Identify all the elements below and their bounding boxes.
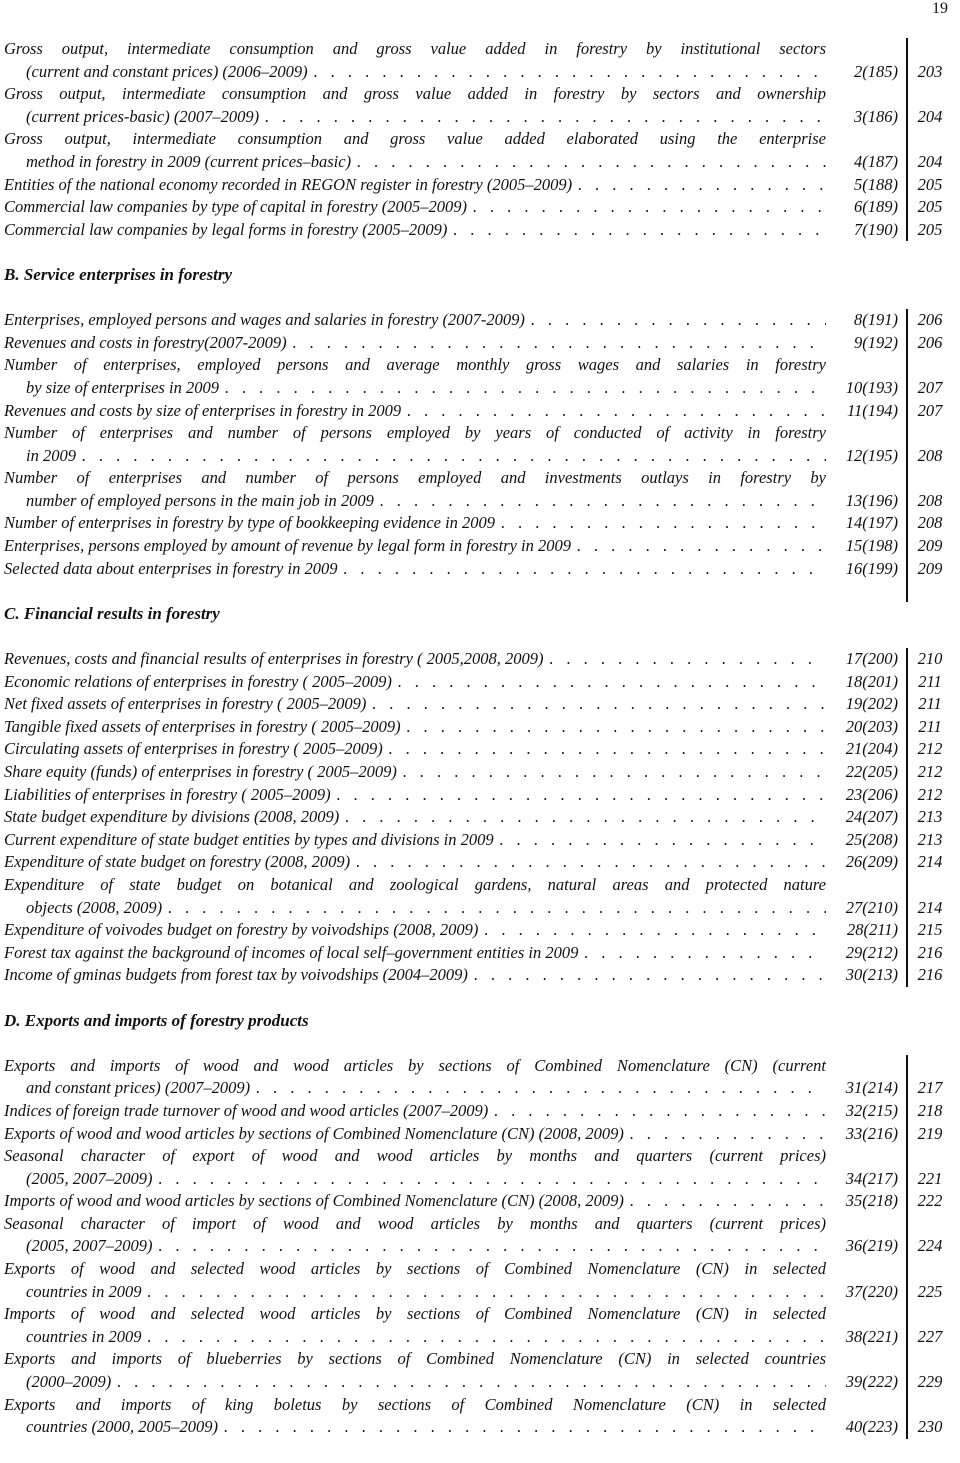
entry-line	[4, 851, 954, 874]
dot-leader	[572, 174, 826, 197]
entry-title: Current expenditure of state budget entities by types and divisions in 2009	[4, 829, 494, 849]
entry-line	[4, 761, 954, 784]
entry-line	[4, 332, 954, 355]
table-ref: 21(204)	[845, 739, 898, 759]
dot-leader	[374, 490, 826, 513]
table-ref: 16(199)	[845, 558, 898, 578]
page-ref: 215	[917, 920, 943, 940]
toc-entry[interactable]	[4, 219, 954, 242]
toc-entry[interactable]	[4, 354, 954, 399]
entry-line	[4, 806, 954, 829]
dot-leader	[571, 535, 826, 558]
dot-leader	[111, 1371, 826, 1394]
toc-entry[interactable]	[4, 1348, 954, 1393]
dot-leader	[351, 151, 826, 174]
section-heading: C. Financial results in forestry	[4, 603, 220, 623]
entry-line	[4, 106, 954, 129]
entry-line	[4, 354, 954, 377]
table-ref: 18(201)	[845, 671, 898, 691]
entry-title: Forest tax against the background of incomes of local self–government entities in 2009	[4, 942, 579, 962]
page-ref: 216	[917, 965, 943, 985]
entry-title: Circulating assets of enterprises in forestry ( 2005–2009)	[4, 739, 383, 759]
entry-title: (2000–2009)	[26, 1372, 112, 1392]
entry-line	[4, 738, 954, 761]
page-ref: 205	[917, 197, 943, 217]
entry-title: Seasonal character of export of wood and wood articles by months and quarters (current prices)	[4, 1146, 826, 1166]
page-ref: 208	[917, 513, 943, 533]
entry-title: Expenditure of state budget on botanical and zoological gardens, natural areas and protected nature	[4, 874, 826, 894]
dot-leader	[162, 897, 826, 920]
toc-entry[interactable]	[4, 1394, 954, 1439]
entry-line	[4, 1235, 954, 1258]
table-ref: 12(195)	[845, 445, 898, 465]
entry-title: Number of enterprises and number of persons employed and investments outlays in forestry by	[4, 468, 826, 488]
dot-leader	[401, 400, 826, 423]
section-heading: B. Service enterprises in forestry	[4, 264, 233, 284]
table-ref: 40(223)	[845, 1417, 898, 1437]
entry-title: Exports of wood and selected wood articles by sections of Combined Nomenclature (CN) in selected	[4, 1259, 826, 1279]
toc-entry[interactable]	[4, 738, 954, 761]
page-ref: 221	[917, 1168, 943, 1188]
page-ref: 206	[917, 332, 943, 352]
table-ref: 2(185)	[854, 61, 898, 81]
toc-group	[4, 1055, 954, 1439]
toc-entry[interactable]	[4, 1123, 954, 1146]
entry-line	[4, 422, 954, 445]
page-ref: 230	[917, 1417, 943, 1437]
toc-entry[interactable]	[4, 196, 954, 219]
entry-title: State budget expenditure by divisions (2008, 2009)	[4, 807, 340, 827]
table-ref: 6(189)	[854, 197, 898, 217]
table-ref: 30(213)	[845, 965, 898, 985]
toc-entry[interactable]	[4, 1055, 954, 1100]
entry-title: (2005, 2007–2009)	[26, 1236, 153, 1256]
entry-line	[4, 1326, 954, 1349]
entry-line	[4, 490, 954, 513]
entry-title: Revenues and costs in forestry(2007-2009)	[4, 332, 287, 352]
toc-entry[interactable]	[4, 174, 954, 197]
toc-entry[interactable]	[4, 919, 954, 942]
entry-title: Revenues and costs by size of enterprises in forestry in 2009	[4, 400, 402, 420]
toc-entry[interactable]	[4, 1303, 954, 1348]
toc-entry[interactable]	[4, 83, 954, 128]
dot-leader	[287, 332, 826, 355]
entry-title: Exports of wood and wood articles by sections of Combined Nomenclature (CN) (2008, 2009)	[4, 1123, 624, 1143]
column-rule	[906, 38, 908, 241]
entry-title: Exports and imports of king boletus by sections of Combined Nomenclature (CN) in selected	[4, 1394, 826, 1414]
dot-leader	[478, 919, 826, 942]
dot-leader	[339, 806, 826, 829]
toc-entry[interactable]	[4, 1258, 954, 1303]
entry-title: Entities of the national economy recorded in REGON register in forestry (2005–2009)	[4, 174, 573, 194]
entry-title: Gross output, intermediate consumption and gross value added in forestry by institutional sectors	[4, 39, 826, 58]
entry-line	[4, 1371, 954, 1394]
page-ref: 207	[917, 400, 943, 420]
entry-title: Gross output, intermediate consumption and gross value added in forestry by sectors and ownership	[4, 84, 826, 104]
entry-line	[4, 1145, 954, 1168]
entry-title: Indices of foreign trade turnover of wood and wood articles (2007–2009)	[4, 1100, 489, 1120]
dot-leader	[447, 219, 826, 242]
table-ref: 10(193)	[845, 377, 898, 397]
entry-line	[4, 964, 954, 987]
table-ref: 28(211)	[846, 920, 898, 940]
page-ref: 222	[917, 1191, 943, 1211]
entry-line	[4, 1281, 954, 1304]
entry-title: Net fixed assets of enterprises in forestry ( 2005–2009)	[4, 694, 367, 714]
page-ref: 219	[917, 1123, 943, 1143]
dot-leader	[495, 512, 826, 535]
toc-entry[interactable]	[4, 829, 954, 852]
entry-title: countries in 2009	[26, 1281, 142, 1301]
entry-title: Expenditure of state budget on forestry (2008, 2009)	[4, 852, 351, 872]
page-ref: 229	[917, 1372, 943, 1392]
entry-title: in 2009	[26, 445, 76, 465]
entry-line	[4, 128, 954, 151]
dot-leader	[76, 445, 826, 468]
entry-title: Number of enterprises in forestry by type of bookkeeping evidence in 2009	[4, 513, 496, 533]
toc-entry[interactable]	[4, 693, 954, 716]
entry-line	[4, 1190, 954, 1213]
table-ref: 26(209)	[845, 852, 898, 872]
table-ref: 5(188)	[854, 174, 898, 194]
table-ref: 4(187)	[854, 151, 898, 171]
entry-title: Commercial law companies by type of capital in forestry (2005–2009)	[4, 197, 467, 217]
entry-title: Number of enterprises, employed persons and average monthly gross wages and salaries in forestry	[4, 355, 826, 375]
entry-line	[4, 716, 954, 739]
table-ref: 14(197)	[845, 513, 898, 533]
table-ref: 13(196)	[845, 490, 898, 510]
dot-leader	[467, 196, 826, 219]
entry-line	[4, 174, 954, 197]
table-ref: 33(216)	[845, 1123, 898, 1143]
page-ref: 208	[917, 445, 943, 465]
entry-line	[4, 1213, 954, 1236]
toc-entry[interactable]	[4, 784, 954, 807]
section-heading: D. Exports and imports of forestry products	[4, 1010, 309, 1030]
page-ref: 209	[917, 558, 943, 578]
entry-title: (current and constant prices) (2006–2009)	[26, 61, 308, 81]
toc-entry[interactable]	[4, 964, 954, 987]
page-ref: 213	[917, 807, 943, 827]
toc-entry[interactable]	[4, 512, 954, 535]
dot-leader	[250, 1077, 826, 1100]
column-rule	[906, 648, 908, 987]
entry-title: Liabilities of enterprises in forestry ( 2005–2009)	[4, 784, 331, 804]
entry-line	[4, 919, 954, 942]
table-ref: 31(214)	[845, 1078, 898, 1098]
entry-title: and constant prices) (2007–2009)	[26, 1078, 251, 1098]
entry-title: Enterprises, persons employed by amount of revenue by legal form in forestry in 2009	[4, 536, 572, 556]
page-ref: 224	[917, 1236, 943, 1256]
dot-leader	[219, 377, 826, 400]
toc-entry[interactable]	[4, 332, 954, 355]
table-ref: 20(203)	[845, 716, 898, 736]
entry-title: Commercial law companies by legal forms in forestry (2005–2009)	[4, 219, 448, 239]
entry-line	[4, 445, 954, 468]
dot-leader	[624, 1123, 826, 1146]
column-rule	[906, 309, 908, 602]
page-ref: 211	[918, 716, 942, 736]
toc-entry[interactable]	[4, 467, 954, 512]
entry-line	[4, 219, 954, 242]
dot-leader	[383, 738, 826, 761]
toc-entry[interactable]	[4, 851, 954, 874]
entry-title: Seasonal character of import of wood and wood articles by months and quarters (current prices)	[4, 1213, 826, 1233]
entry-line	[4, 467, 954, 490]
toc-entry[interactable]	[4, 942, 954, 965]
dot-leader	[308, 61, 826, 84]
entry-line	[4, 874, 954, 897]
entry-title: Number of enterprises and number of persons employed by years of conducted of activity in forestry	[4, 423, 826, 443]
toc-entry[interactable]	[4, 648, 954, 671]
entry-title: Exports and imports of blueberries by sections of Combined Nomenclature (CN) in selected countries	[4, 1349, 826, 1369]
page-ref: 227	[917, 1326, 943, 1346]
page-ref: 218	[917, 1100, 943, 1120]
toc-entry[interactable]	[4, 309, 954, 332]
page-ref: 214	[917, 852, 943, 872]
table-ref: 32(215)	[845, 1100, 898, 1120]
dot-leader	[494, 829, 826, 852]
toc-entry[interactable]	[4, 400, 954, 423]
table-ref: 15(198)	[845, 536, 898, 556]
table-ref: 7(190)	[854, 219, 898, 239]
toc-group	[4, 38, 954, 241]
table-ref: 23(206)	[845, 784, 898, 804]
page-ref: 212	[917, 784, 943, 804]
toc-entry[interactable]	[4, 761, 954, 784]
dot-leader	[153, 1168, 827, 1191]
entry-line	[4, 151, 954, 174]
entry-line	[4, 1123, 954, 1146]
dot-leader	[337, 558, 826, 581]
entry-line	[4, 1168, 954, 1191]
table-ref: 29(212)	[845, 942, 898, 962]
toc-entry[interactable]	[4, 1145, 954, 1190]
page-ref: 211	[918, 671, 942, 691]
page-ref: 203	[917, 61, 943, 81]
entry-title: Tangible fixed assets of enterprises in forestry ( 2005–2009)	[4, 716, 401, 736]
entry-title: countries (2000, 2005–2009)	[26, 1417, 219, 1437]
entry-title: Enterprises, employed persons and wages and salaries in forestry (2007-2009)	[4, 310, 525, 330]
table-ref: 35(218)	[845, 1191, 898, 1211]
entry-line	[4, 1100, 954, 1123]
entry-line	[4, 1394, 954, 1417]
table-ref: 3(186)	[854, 106, 898, 126]
table-ref: 34(217)	[845, 1168, 898, 1188]
dot-leader	[350, 851, 826, 874]
dot-leader	[578, 942, 826, 965]
toc-entry[interactable]	[4, 806, 954, 829]
page-ref: 225	[917, 1281, 943, 1301]
entry-line	[4, 83, 954, 106]
entry-line	[4, 558, 954, 581]
entry-line	[4, 377, 954, 400]
page-ref: 204	[917, 106, 943, 126]
toc-entry[interactable]	[4, 1190, 954, 1213]
page-ref: 213	[917, 829, 943, 849]
table-ref: 36(219)	[845, 1236, 898, 1256]
entry-line	[4, 784, 954, 807]
dot-leader	[525, 309, 826, 332]
page-ref: 212	[917, 762, 943, 781]
entry-line	[4, 1303, 954, 1326]
page-ref: 210	[917, 649, 943, 669]
table-ref: 11(194)	[846, 400, 898, 420]
dot-leader	[142, 1326, 827, 1349]
table-ref: 17(200)	[845, 649, 898, 669]
page-number: 19	[932, 0, 948, 17]
entry-line	[4, 400, 954, 423]
entry-title: method in forestry in 2009 (current prices–basic)	[26, 151, 352, 171]
toc-entry[interactable]	[4, 1213, 954, 1258]
page-ref: 205	[917, 174, 943, 194]
dot-leader	[218, 1416, 826, 1439]
entry-title: number of employed persons in the main job in 2009	[26, 490, 374, 510]
entry-line	[4, 1055, 954, 1078]
entry-line	[4, 942, 954, 965]
dot-leader	[468, 964, 826, 987]
table-ref: 9(192)	[854, 332, 898, 352]
entry-line	[4, 535, 954, 558]
page-ref: 207	[917, 377, 943, 397]
table-ref: 25(208)	[845, 829, 898, 849]
dot-leader	[544, 648, 826, 671]
entry-title: Economic relations of enterprises in forestry ( 2005–2009)	[4, 671, 392, 691]
entry-line	[4, 648, 954, 671]
toc-entry[interactable]	[4, 558, 954, 581]
entry-title: countries in 2009	[26, 1326, 142, 1346]
dot-leader	[488, 1100, 826, 1123]
entry-line	[4, 309, 954, 332]
toc-group	[4, 648, 954, 987]
entry-title: by size of enterprises in 2009	[26, 377, 219, 397]
entry-line	[4, 61, 954, 84]
entry-title: Revenues, costs and financial results of enterprises in forestry ( 2005,2008, 2009)	[4, 649, 544, 669]
entry-title: Share equity (funds) of enterprises in forestry ( 2005–2009)	[4, 762, 397, 781]
table-ref: 37(220)	[845, 1281, 898, 1301]
page-ref: 211	[918, 694, 942, 714]
page-ref: 205	[917, 219, 943, 239]
page-ref: 216	[917, 942, 943, 962]
entry-title: objects (2008, 2009)	[26, 897, 163, 917]
page-ref: 209	[917, 536, 943, 556]
dot-leader	[259, 106, 826, 129]
toc-entry[interactable]	[4, 716, 954, 739]
page-ref: 204	[917, 151, 943, 171]
page-ref: 206	[917, 310, 943, 330]
dot-leader	[142, 1281, 827, 1304]
entry-line	[4, 512, 954, 535]
entry-line	[4, 196, 954, 219]
entry-line	[4, 1348, 954, 1371]
entry-title: (current prices-basic) (2007–2009)	[26, 106, 260, 126]
entry-line	[4, 1416, 954, 1439]
dot-leader	[331, 784, 826, 807]
table-ref: 38(221)	[845, 1326, 898, 1346]
table-ref: 39(222)	[845, 1372, 898, 1392]
dot-leader	[624, 1190, 826, 1213]
toc-entry[interactable]	[4, 422, 954, 467]
table-of-contents	[4, 38, 954, 1439]
entry-line	[4, 829, 954, 852]
entry-line	[4, 1077, 954, 1100]
entry-title: Selected data about enterprises in forestry in 2009	[4, 558, 338, 578]
column-rule	[906, 1055, 908, 1439]
entry-line	[4, 671, 954, 694]
entry-line	[4, 38, 954, 61]
entry-line	[4, 897, 954, 920]
entry-line	[4, 1258, 954, 1281]
entry-line	[4, 693, 954, 716]
dot-leader	[366, 693, 826, 716]
table-ref: 22(205)	[845, 762, 898, 781]
entry-title: Gross output, intermediate consumption and gross value added elaborated using the enterprise	[4, 129, 826, 149]
page-ref: 208	[917, 490, 943, 510]
table-ref: 19(202)	[845, 694, 898, 714]
toc-entry[interactable]	[4, 38, 954, 83]
entry-title: Exports and imports of wood and wood articles by sections of Combined Nomenclature (CN) (current	[4, 1055, 826, 1075]
dot-leader	[392, 671, 826, 694]
toc-entry[interactable]	[4, 671, 954, 694]
dot-leader	[401, 716, 826, 739]
toc-entry[interactable]	[4, 128, 954, 173]
toc-entry[interactable]	[4, 874, 954, 919]
table-ref: 27(210)	[845, 897, 898, 917]
entry-title: (2005, 2007–2009)	[26, 1168, 153, 1188]
entry-title: Income of gminas budgets from forest tax by voivodships (2004–2009)	[4, 965, 468, 985]
table-ref: 8(191)	[854, 310, 898, 330]
table-ref: 24(207)	[845, 807, 898, 827]
page-ref: 217	[917, 1078, 943, 1098]
toc-entry[interactable]	[4, 1100, 954, 1123]
entry-title: Expenditure of voivodes budget on forestry by voivodships (2008, 2009)	[4, 920, 479, 940]
dot-leader	[397, 761, 826, 784]
entry-title: Imports of wood and wood articles by sections of Combined Nomenclature (CN) (2008, 2009)	[4, 1191, 624, 1211]
dot-leader	[153, 1235, 827, 1258]
toc-group	[4, 309, 954, 580]
toc-entry[interactable]	[4, 535, 954, 558]
page-ref: 214	[917, 897, 943, 917]
entry-title: Imports of wood and selected wood articles by sections of Combined Nomenclature (CN) in selected	[4, 1304, 826, 1324]
page-ref: 212	[917, 739, 943, 759]
